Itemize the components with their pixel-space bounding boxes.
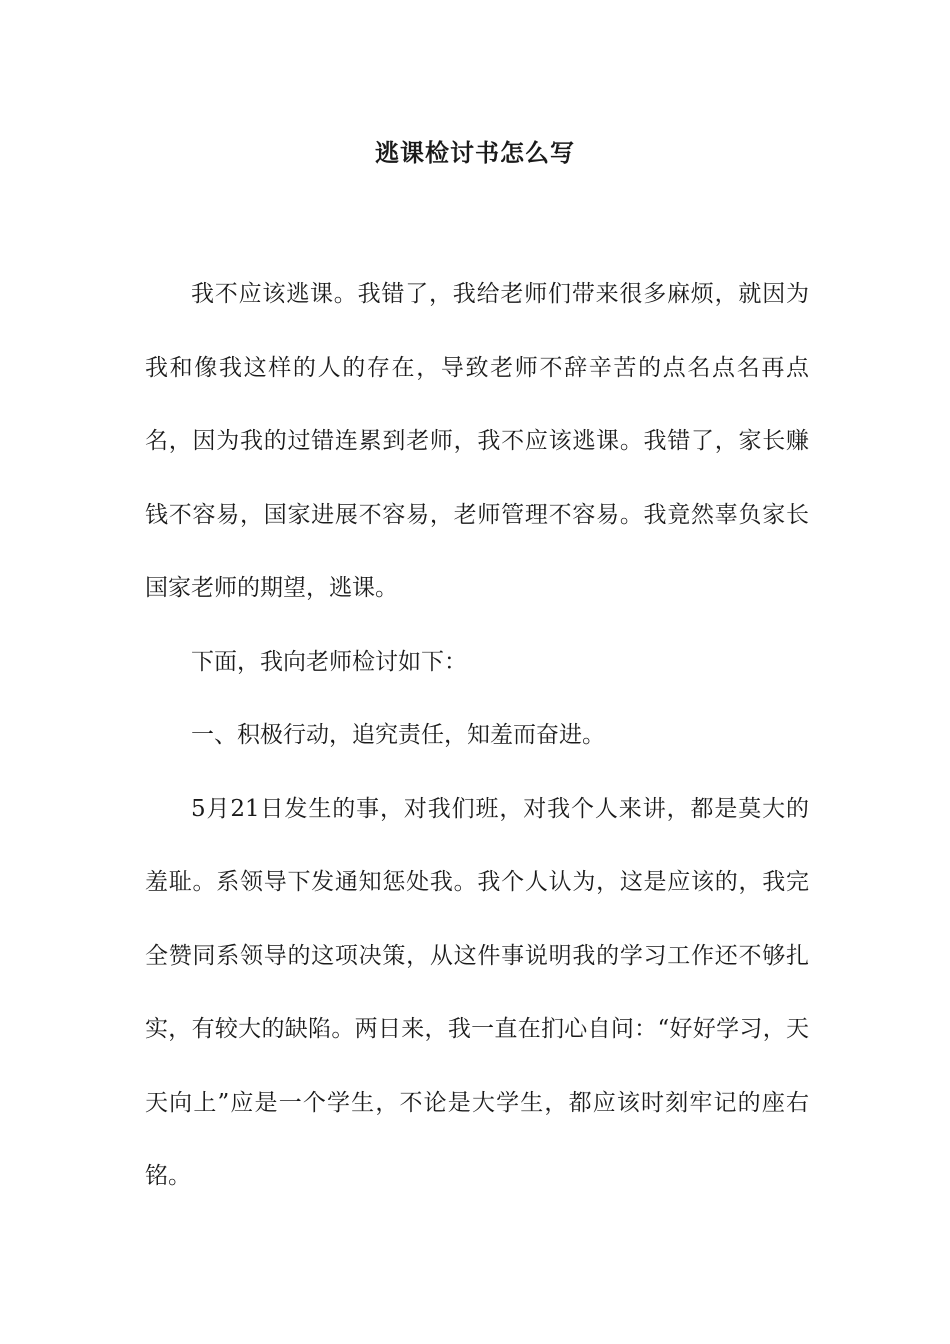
- document-body: [145, 258, 809, 1214]
- document-title: 逃课检讨书怎么写: [375, 138, 575, 167]
- paragraph-intro: 我不应该逃课。我错了，我给老师们带来很多麻烦，就因为我和像我这样的人的存在，导致老师不辞辛苦的点名点名再点名，因为我的过错连累到老师，我不应该逃课。我错了，家长赚钱不容易，国家进展不容易，老师管理不容易。我竟然辜负家长国家老师的期望，逃课。: [145, 281, 809, 601]
- paragraph-review-lead: 下面，我向老师检讨如下：: [191, 648, 467, 675]
- paragraph-incident: 5月21日发生的事，对我们班，对我个人来讲，都是莫大的羞耻。系领导下发通知惩处我。我个人认为，这是应该的，我完全赞同系领导的这项决策，从这件事说明我的学习工作还不够扎实，有较大的缺陷。两日来，我一直在扪心自问：“好好学习，天天向上”应是一个学生，不论是大学生，都应该时刻牢记的座右铭。: [145, 795, 809, 1189]
- paragraph-section-heading: 一、积极行动，追究责任，知羞而奋进。: [191, 722, 605, 748]
